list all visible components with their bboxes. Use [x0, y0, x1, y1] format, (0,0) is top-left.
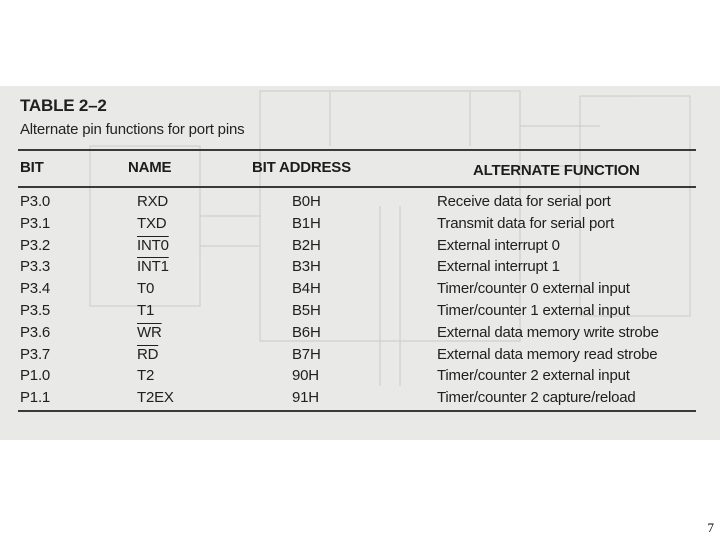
header-top-rule	[18, 149, 696, 151]
table-row	[0, 237, 720, 259]
scanned-table-image	[0, 86, 720, 440]
table-row	[0, 346, 720, 368]
cell-bit: P3.4	[20, 280, 51, 298]
cell-bit: P1.0	[20, 367, 51, 385]
cell-name: INT1	[137, 258, 169, 276]
cell-bit-address: B3H	[292, 258, 321, 276]
cell-name: INT0	[137, 236, 169, 254]
header-bottom-rule	[18, 186, 696, 188]
cell-bit: P3.5	[20, 301, 51, 319]
cell-alternate-function: Receive data for serial port	[437, 193, 611, 210]
column-header-name: NAME	[128, 159, 172, 176]
page-number: 7	[707, 520, 714, 535]
cell-bit-address: B0H	[292, 193, 321, 210]
cell-bit: P3.2	[20, 236, 51, 254]
cell-bit: P3.3	[20, 258, 51, 276]
cell-alternate-function: External data memory read strobe	[437, 345, 658, 363]
table-row	[0, 367, 720, 389]
cell-alternate-function: External data memory write strobe	[437, 323, 659, 341]
cell-bit-address: B4H	[292, 280, 321, 298]
cell-bit-address: B6H	[292, 323, 321, 341]
table-body	[0, 193, 720, 411]
table-row	[0, 389, 720, 411]
cell-alternate-function: Timer/counter 0 external input	[437, 280, 630, 298]
cell-bit: P3.1	[20, 214, 51, 232]
table-row	[0, 215, 720, 237]
cell-name: RXD	[137, 193, 169, 210]
table-row	[0, 324, 720, 346]
cell-name: $\overline{WR}$	[137, 323, 162, 341]
table-subtitle: Alternate pin functions for port pins	[20, 121, 245, 138]
cell-alternate-function: External interrupt 1	[437, 258, 560, 276]
cell-name: TXD	[137, 214, 167, 232]
column-header-bit: BIT	[20, 159, 44, 176]
cell-bit: P1.1	[20, 389, 51, 407]
cell-alternate-function: Timer/counter 1 external input	[437, 301, 630, 319]
cell-name: T2	[137, 367, 155, 385]
cell-bit-address: B2H	[292, 236, 321, 254]
cell-bit-address: B1H	[292, 214, 321, 232]
cell-bit-address: 91H	[292, 389, 319, 407]
cell-alternate-function: Transmit data for serial port	[437, 214, 615, 232]
table-title: TABLE 2–2	[20, 96, 107, 115]
cell-name: T1	[137, 301, 155, 319]
cell-bit: P3.7	[20, 345, 51, 363]
cell-name: T2EX	[137, 389, 174, 407]
column-header-bit-address: BIT ADDRESS	[252, 159, 351, 176]
cell-bit: P3.6	[20, 323, 51, 341]
table-row	[0, 193, 720, 215]
cell-bit: P3.0	[20, 193, 51, 210]
column-header-alternate-function: ALTERNATE FUNCTION	[473, 162, 640, 179]
cell-bit-address: 90H	[292, 367, 319, 385]
table-row	[0, 302, 720, 324]
cell-alternate-function: External interrupt 0	[437, 236, 560, 254]
table-row	[0, 258, 720, 280]
table-bottom-rule	[18, 410, 696, 412]
table-row	[0, 280, 720, 302]
cell-bit-address: B5H	[292, 301, 321, 319]
cell-name: T0	[137, 280, 155, 298]
cell-name: $\overline{RD}$	[137, 345, 159, 363]
cell-alternate-function: Timer/counter 2 capture/reload	[437, 389, 636, 407]
cell-bit-address: B7H	[292, 345, 321, 363]
cell-alternate-function: Timer/counter 2 external input	[437, 367, 630, 385]
